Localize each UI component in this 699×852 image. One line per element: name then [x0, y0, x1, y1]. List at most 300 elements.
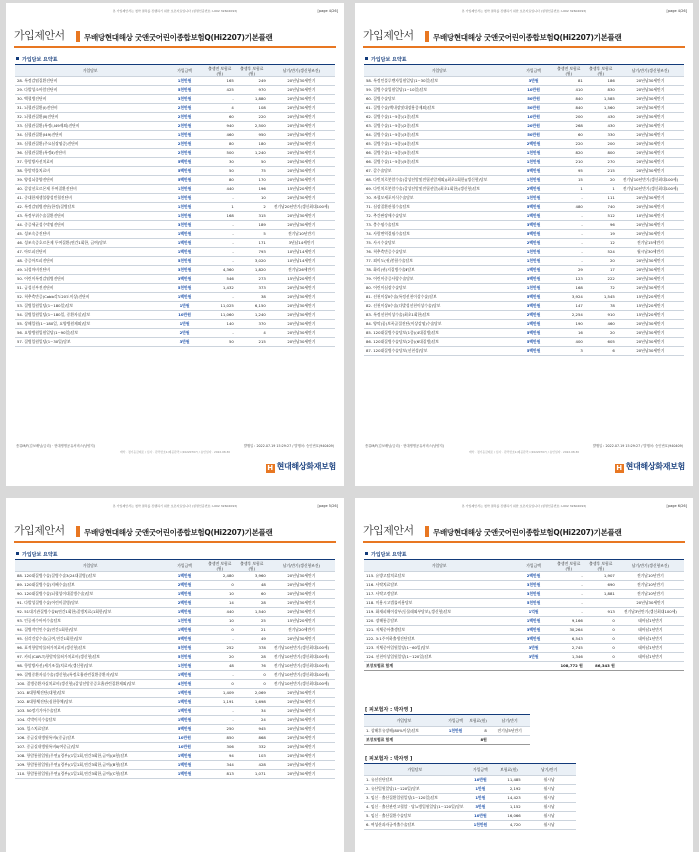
amount: 1천만원	[165, 77, 203, 86]
premium-after: 605	[585, 338, 617, 347]
premium-before: 80	[204, 140, 236, 149]
notice-text: 본 가입제안서는 청약 절차를 진행하기 위한 보조자료입니다 (설명인증번호: L002 32602093)	[112, 504, 238, 508]
amount: 1백만원	[165, 698, 203, 707]
amount: 1천만원	[514, 149, 552, 158]
premium-before: 190	[553, 320, 585, 329]
page-number: [page 4/26]	[317, 9, 338, 13]
premium-after: 512	[585, 212, 617, 221]
premium-after: 1,880	[236, 95, 268, 104]
period: 태아납1년만기	[617, 626, 684, 635]
premium-before: 440	[204, 185, 236, 194]
insured-2-title: [ 피보험자 : 박자영 ]	[365, 707, 413, 713]
table-row	[364, 617, 684, 626]
premium-after: 월시납	[523, 794, 576, 803]
premium-after: 2,500	[236, 122, 268, 131]
period: 20년납30세만기	[268, 212, 335, 221]
table-row	[364, 347, 684, 356]
brand-name: 현대해상화재보험	[625, 462, 685, 471]
table-row	[15, 329, 335, 338]
premium-before: 14	[204, 599, 236, 608]
page-header	[14, 30, 336, 48]
period: 15년납20세만기	[617, 311, 684, 320]
col-period: 납기/만기(갱신형조건)	[617, 65, 684, 77]
premium-after: 830	[585, 86, 617, 95]
premium-after: 76	[236, 662, 268, 671]
col-amount: 가입금액	[165, 560, 203, 572]
premium-after: 800	[585, 149, 617, 158]
premium-before: -	[204, 221, 236, 230]
amount: 3만원	[165, 338, 203, 347]
table-row	[364, 275, 684, 284]
premium-before: 95	[553, 167, 585, 176]
premium-after: 20	[585, 257, 617, 266]
amount: 1천만원	[514, 257, 552, 266]
premium-before: -	[204, 329, 236, 338]
table-row	[15, 185, 335, 194]
table-row	[364, 86, 684, 95]
premium-after: 171	[236, 239, 268, 248]
amount: 10만원	[514, 113, 552, 122]
table-row	[15, 707, 335, 716]
premium-before: 0	[204, 626, 236, 635]
amount: 5백만원	[514, 347, 552, 356]
hyundai-logo-icon: H	[267, 464, 273, 472]
period: 태아납1년만기	[617, 635, 684, 644]
premium-before: 94	[204, 752, 236, 761]
period: 태아납1년만기	[617, 644, 684, 653]
premium-before: 500	[204, 149, 236, 158]
coverage-name: 54. 질병입원일당(1~180일, 중환자실)담보	[15, 311, 165, 320]
footer-approval: 계약 · 정기등급제로 / 심사 · 관리번호1(제공관리) (20220707) / 승인일자 · 2022.08.30	[468, 450, 580, 454]
amount: 2천만원	[165, 113, 203, 122]
period: 20년납30세만기	[268, 149, 335, 158]
table-row	[15, 671, 335, 680]
section-title: 가입담보 요약표	[16, 56, 58, 63]
premium-before: -	[204, 239, 236, 248]
premium-before: -	[204, 293, 236, 302]
coverage-name: 88. 120대질병수술(질병수술3(24대질병))담보	[15, 572, 165, 581]
coverage-name: 56. 요양병원입원일당(1~90일)담보	[15, 329, 165, 338]
title-separator	[425, 526, 429, 537]
coverage-name: 98. 항암방사선(세기조절)치료비(갱신형)담보	[15, 662, 165, 671]
period: 20년납30세만기	[617, 140, 684, 149]
table-row	[15, 230, 335, 239]
amount: 1백만원	[514, 266, 552, 275]
col-premium-after: 출생후 보험료(원)	[236, 560, 268, 572]
period: 20년납30세만기	[268, 572, 335, 581]
coverage-name: 32. 뇌혈관질환(Ⅱ)진단비	[15, 113, 165, 122]
table-row	[15, 635, 335, 644]
period: 20년납30세만기	[268, 338, 335, 347]
period: 20년납30세만기	[617, 221, 684, 230]
coverage-name: 123. 저체중아입원일당(1~60일)담보	[364, 644, 514, 653]
coverage-name: 34. 심혈관질환(I49)진단비	[15, 131, 165, 140]
coverage-name: 30. 백혈병진단비	[15, 95, 165, 104]
table-row	[15, 248, 335, 257]
period: 10년납14세만기	[268, 248, 335, 257]
table-row	[364, 158, 684, 167]
col-premium-after: 출생후 보험료(원)	[585, 65, 617, 77]
coverage-name: 115. 유방고탈치료담보	[364, 572, 514, 581]
premium-after: 524	[585, 248, 617, 257]
table-row	[364, 140, 684, 149]
period: 20년납30세만기	[268, 329, 335, 338]
coverage-name: 104. 각막이식수술담보	[15, 716, 165, 725]
premium-after: 10	[236, 194, 268, 203]
col-amount: 가입금액	[444, 715, 467, 727]
premium-after: 0	[236, 680, 268, 689]
premium-after: 103	[236, 752, 268, 761]
premium-after: 690	[585, 581, 617, 590]
premium-after: 332	[236, 743, 268, 752]
coverage-name: 51. 급성신부전진단비	[15, 284, 165, 293]
amount: 2천만원	[165, 149, 203, 158]
coverage-name: 36. 심혈관질환(특정Ⅱ)진단비	[15, 149, 165, 158]
amount: 5천만원	[165, 644, 203, 653]
amount: 2천만원	[165, 122, 203, 131]
doc-title: 가입제안서	[14, 524, 65, 537]
premium-before: 9,166	[553, 617, 585, 626]
period: 전기납20년만기(갱신최대100세)	[268, 203, 335, 212]
period: 20년납30세만기	[617, 257, 684, 266]
amount: 2백만원	[514, 140, 552, 149]
premium-before: 50	[204, 338, 236, 347]
coverage-name: 46. 성조숙증호르몬제 투여질환(연간1회한, 급여)담보	[15, 239, 165, 248]
coverage-name: 81. 선천이상Ⅱ수술(특정선천이상수술)담보	[364, 293, 514, 302]
col-premium-after: 출생후 보험료(원)	[236, 65, 268, 77]
premium-before: -	[553, 608, 585, 617]
premium-before: 344	[204, 761, 236, 770]
premium-before: 30,264	[553, 626, 585, 635]
period: 20년납30세만기	[268, 581, 335, 590]
premium-after: 20	[585, 329, 617, 338]
premium-after: 1,540	[236, 608, 268, 617]
coverage-name: 62. 질병수술(1~5종)(1종)담보	[364, 113, 514, 122]
coverage-name: 121. 저체중아출생담보	[364, 626, 514, 635]
period: 3년납14세만기	[268, 239, 335, 248]
coverage-name: 42. 특정감염병진단(한정)질병담보	[15, 203, 165, 212]
amount: 2백만원	[514, 185, 552, 194]
premium-before: 168	[204, 212, 236, 221]
premium-after: 2	[236, 203, 268, 212]
title-separator	[76, 526, 80, 537]
period: 20년납30세만기	[617, 95, 684, 104]
amount: 5천만원	[165, 653, 203, 662]
table-row	[364, 572, 684, 581]
period: 전기납10년만기(갱신최대100세)	[268, 662, 335, 671]
proposal-page-2	[355, 3, 693, 486]
period: 20년납30세만기	[617, 167, 684, 176]
premium-before: 840	[553, 104, 585, 113]
footer-approval: 계약 · 정기등급제로 / 심사 · 관리번호1(제공관리) (20220707) / 승인일자 · 2022.08.30	[119, 450, 231, 454]
premium-before: 840	[553, 95, 585, 104]
hyundai-logo-icon: H	[616, 464, 622, 472]
amount: 10만원	[466, 812, 496, 821]
notice-text: 본 가입제안서는 청약 절차를 진행하기 위한 보조자료입니다 (설명인증번호: L002 32602093)	[461, 9, 587, 13]
premium-before: 252	[204, 644, 236, 653]
period: 15년납20세만기	[268, 617, 335, 626]
amount: 3만원	[514, 77, 552, 86]
coverage-name: 45. 성조숙증진단비	[15, 230, 165, 239]
period: 20년납30세만기	[268, 590, 335, 599]
coverage-name: 116. 사탁치료담보	[364, 581, 514, 590]
coverage-name: 55. 상해입원(1~180일, 요양병원제외)담보	[15, 320, 165, 329]
table-row	[364, 803, 576, 812]
period: 전기납10년만기(갱신최대100세)	[268, 671, 335, 680]
premium-before: 210	[553, 158, 585, 167]
amount: 1백만원	[165, 293, 203, 302]
table-row	[15, 302, 335, 311]
total-2: 8원	[467, 736, 489, 745]
period: 전기납10년만기	[617, 590, 684, 599]
amount: 1천만원	[165, 617, 203, 626]
coverage-name: 58. 특정인플루엔자입원일당(1~30일)담보	[364, 77, 514, 86]
amount: 3만원	[466, 803, 496, 812]
period: 20년납30세만기	[617, 158, 684, 167]
product-name: 무배당현대해상 굿앤굿어린이종합보험Q(Hi2207)기본플랜	[84, 33, 273, 42]
premium-before: 11,485	[495, 776, 523, 785]
amount: 3만원	[514, 644, 552, 653]
amount: 1백만원	[165, 689, 203, 698]
period: 전기납10년만기(갱신최대100세)	[617, 176, 684, 185]
coverage-name: 94. 질병작인인수술(연간1회한)담보	[15, 626, 165, 635]
coverage-name: 64. 질병수술(1~5종)(3종)담보	[364, 131, 514, 140]
amount: 5백만원	[514, 293, 552, 302]
brand-name: 현대해상화재보험	[276, 462, 336, 471]
amount: 1백만원	[165, 248, 203, 257]
premium-after: 330	[585, 131, 617, 140]
page-number: [page 5/26]	[317, 504, 338, 508]
premium-before: -	[553, 230, 585, 239]
amount: 1천만원	[165, 185, 203, 194]
coverage-name: 49. 뇌성마비진단비	[15, 266, 165, 275]
total-row-2	[364, 736, 530, 745]
premium-after: 38	[236, 293, 268, 302]
premium-after: 111	[585, 194, 617, 203]
table-row	[15, 725, 335, 734]
table-row	[15, 734, 335, 743]
table-row	[364, 284, 684, 293]
period: 20년납30세만기	[268, 689, 335, 698]
premium-after: 1,071	[236, 770, 268, 779]
period: 20년납30세만기	[268, 131, 335, 140]
premium-before: -	[553, 248, 585, 257]
amount: 3백만원	[514, 221, 552, 230]
coverage-name: 71. 심장질환관혈수술담보	[364, 203, 514, 212]
table-row	[15, 698, 335, 707]
table-row	[364, 257, 684, 266]
period: 20년납30세만기	[268, 113, 335, 122]
premium-after: 189	[236, 221, 268, 230]
premium-after: 0	[585, 617, 617, 626]
premium-after: 196	[236, 185, 268, 194]
coverage-name: 117. 사탁고정담보	[364, 590, 514, 599]
col-period: 납기/만기(갱신형조건)	[617, 560, 684, 572]
premium-after: 1,545	[585, 293, 617, 302]
footer-left: 종류M/F(김보배님/금리) · 현대생명공유서비스(남양지)	[16, 444, 95, 448]
amount: 10만원	[165, 734, 203, 743]
table-row	[15, 653, 335, 662]
period: 20년납30세만기	[617, 284, 684, 293]
coverage-rows	[364, 77, 684, 356]
amount: 1천만원	[514, 158, 552, 167]
premium-before: 14,423	[495, 794, 523, 803]
premium-after: 249	[236, 77, 268, 86]
amount: 1백만원	[165, 770, 203, 779]
coverage-name: 109. 항암통합입원(무연)(경부)(1일1회,연간3회한,급여)(B형)담보	[15, 761, 165, 770]
period: 20년납30세만기	[268, 761, 335, 770]
period: 20년납30세만기	[268, 86, 335, 95]
coverage-name: 2. 유산입원일당(1~120일)담보	[364, 785, 466, 794]
premium-after: 3,960	[236, 572, 268, 581]
coverage-name: 73. 충수염수술담보	[364, 221, 514, 230]
col-premium-before: 출생전 보험료(원)	[553, 65, 585, 77]
period: 20년납30세만기	[268, 698, 335, 707]
premium-before: 80	[204, 176, 236, 185]
premium-before: 29	[553, 266, 585, 275]
premium-before: -	[204, 671, 236, 680]
col-coverage: 가입담보	[364, 560, 514, 572]
coverage-name: 50. 어린이특정감염병진단비	[15, 275, 165, 284]
premium-before: 940	[204, 122, 236, 131]
period: 20년납30세만기	[268, 302, 335, 311]
amount: 5백만원	[514, 230, 552, 239]
period: 10년납14세만기	[268, 257, 335, 266]
table-row	[364, 599, 684, 608]
premium-before: 10	[204, 590, 236, 599]
table-row	[15, 113, 335, 122]
period: 20년납30세만기	[617, 131, 684, 140]
table-row	[15, 770, 335, 779]
col-coverage: 가입담보	[15, 560, 165, 572]
period: 15년납20세만기	[268, 275, 335, 284]
footer-info	[365, 443, 683, 448]
table-row	[15, 716, 335, 725]
amount: 10만원	[165, 311, 203, 320]
table-row	[364, 113, 684, 122]
amount: 1천만원	[165, 131, 203, 140]
table-row	[15, 122, 335, 131]
table-row	[15, 662, 335, 671]
coverage-name: 38. 항암약물치료비	[15, 167, 165, 176]
amount: 50만원	[514, 131, 552, 140]
table-row	[15, 284, 335, 293]
premium-before: 6,543	[553, 635, 585, 644]
premium-after: 0	[585, 644, 617, 653]
premium-after: 25	[236, 617, 268, 626]
brand-logo	[615, 461, 685, 473]
period: 전기납10년만기	[268, 230, 335, 239]
premium-before: -	[553, 221, 585, 230]
premium-before: 0	[204, 680, 236, 689]
premium-after: 793	[236, 248, 268, 257]
premium-before: 2,254	[553, 311, 585, 320]
coverage-name: 79. 어린이중증사랑수술담보	[364, 275, 514, 284]
coverage-name: 31. 뇌혈관질환(Ⅰ)진단비	[15, 104, 165, 113]
coverage-name: 84. 양악(꿈)보폭골절진단(이상감염)수술담보	[364, 320, 514, 329]
period: 태아납1년만기	[617, 617, 684, 626]
amount: 1만원	[165, 320, 203, 329]
period: 20년납30세만기	[268, 599, 335, 608]
amount: 5백만원	[165, 635, 203, 644]
premium-after: 315	[236, 212, 268, 221]
coverage-name: 105. 입스치료담보	[15, 725, 165, 734]
coverage-name: 40. 갑상선호르몬제 투여질환진단비	[15, 185, 165, 194]
premium-after: 0	[585, 635, 617, 644]
premium-after: 1,240	[236, 149, 268, 158]
period: 20년납30세만기	[617, 230, 684, 239]
premium-after: 220	[236, 113, 268, 122]
amount: 5백만원	[514, 167, 552, 176]
period: 전기납10년만기(갱신최대100세)	[268, 680, 335, 689]
premium-after: 373	[236, 284, 268, 293]
amount: 2백만원	[514, 572, 552, 581]
coverage-name: 39. 양성뇌종양진단비	[15, 176, 165, 185]
premium-before: -	[553, 212, 585, 221]
amount: 1억원	[514, 608, 552, 617]
premium-before: 1	[553, 185, 585, 194]
coverage-table-2	[364, 714, 530, 745]
premium-after: 6	[585, 347, 617, 356]
premium-after: 월시납	[523, 776, 576, 785]
proposal-page-1	[6, 3, 344, 486]
amount: 1백만원	[165, 608, 203, 617]
coverage-name: 108. 항암통합입원(무연)(경부)(1일1회,연간3회한,급여)(A형)담보	[15, 752, 165, 761]
table-row	[15, 275, 335, 284]
table-row	[364, 194, 684, 203]
premium-after: 월시납	[523, 812, 576, 821]
premium-before: 147	[553, 302, 585, 311]
period: 20년납30세만기	[268, 725, 335, 734]
coverage-name: 3. 임신 · 출산질환입원일당(1~120일)담보	[364, 794, 466, 803]
premium-after: 740	[585, 203, 617, 212]
premium-before: 60	[204, 113, 236, 122]
col-amount: 가입금액	[514, 65, 552, 77]
premium-before: 8	[467, 727, 489, 736]
table-row	[364, 104, 684, 113]
table-row	[15, 131, 335, 140]
premium-after: 전기납5년만기	[489, 727, 531, 736]
coverage-name: 85. 120대질병수술담보(1종)(4대질병)담보	[364, 329, 514, 338]
premium-before: 140	[204, 320, 236, 329]
table-row	[15, 320, 335, 329]
table-row	[15, 572, 335, 581]
amount: 3천만원	[165, 266, 203, 275]
table-row	[15, 293, 335, 302]
period: 20년납30세만기	[617, 338, 684, 347]
table-row	[364, 77, 684, 86]
coverage-name: 70. 조혈모세포이식수술담보	[364, 194, 514, 203]
amount: 1천만원	[165, 194, 203, 203]
table-row	[364, 212, 684, 221]
period: 20년납30세만기	[617, 77, 684, 86]
premium-after: 20	[585, 176, 617, 185]
coverage-name: 72. 추간판장애수술담보	[364, 212, 514, 221]
table-row	[364, 221, 684, 230]
col-period: 납기/만기(갱신형조건)	[268, 65, 335, 77]
table-row	[364, 608, 684, 617]
coverage-name: 29. 다발성소아암진단비	[15, 86, 165, 95]
table-row	[15, 761, 335, 770]
coverage-name: 75. 사시수술담보	[364, 239, 514, 248]
period: 20년납30세만기	[268, 311, 335, 320]
coverage-table	[364, 559, 684, 671]
doc-title: 가입제안서	[363, 524, 414, 537]
table-row	[364, 812, 576, 821]
coverage-name: 65. 질병수술(1~5종)(4종)담보	[364, 140, 514, 149]
premium-before: 440	[204, 608, 236, 617]
amount: 2천만원	[165, 104, 203, 113]
